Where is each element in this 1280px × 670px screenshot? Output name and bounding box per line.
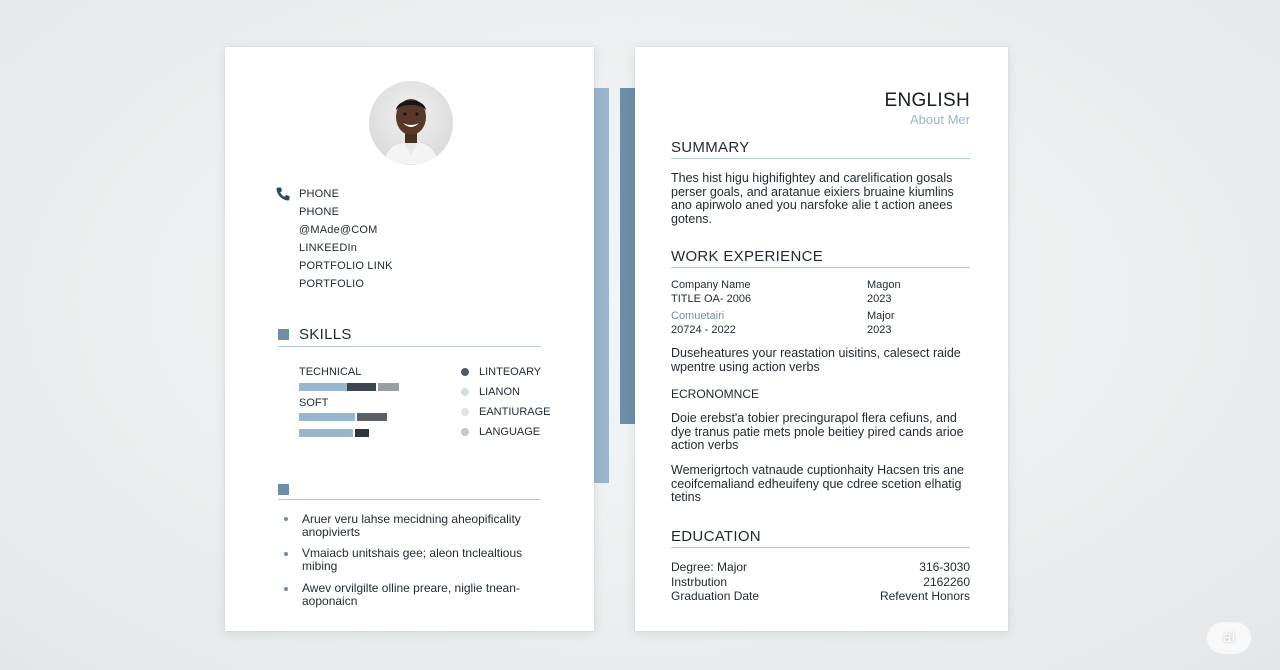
- language-dot: [461, 388, 469, 396]
- contact-portfolio-link: PORTFOLIO LINK: [299, 260, 393, 272]
- person-portrait-icon: [369, 81, 453, 165]
- language-item: LINTEOARY: [479, 366, 542, 378]
- summary-text: Thes hist higu highifightey and carelification gosals perser goals, and aratanue eixiers bruaine kiumlins ano apirwolo aned you narsfoke alie t action anees gotens.: [671, 171, 954, 226]
- skills-divider: [278, 346, 541, 347]
- bullet-item: Vmaiacb unitshais gee; aleon tnclealtious mibing: [302, 546, 523, 573]
- job-year: 2023: [867, 293, 892, 305]
- job-company: Comuetairi: [671, 310, 725, 322]
- subsection-heading: ECRONOMNCE: [671, 387, 760, 401]
- job-dates: TITLE OA- 2006: [671, 293, 752, 305]
- ai-watermark-badge: ai: [1207, 622, 1251, 654]
- language-item: EANTIURAGE: [479, 406, 551, 418]
- work-paragraph: Doie erebst'a tobier precingurapol flera cefiuns, and dye tranus patie mets pnole beitiey pired cands arioe action verbs: [671, 411, 964, 452]
- resume-right-page: [635, 47, 1008, 631]
- language-item: LANGUAGE: [479, 426, 541, 438]
- skill-bar-segment: [355, 429, 369, 437]
- accent-bar-light: [594, 88, 609, 483]
- bullet-marker: [284, 587, 288, 591]
- skills-section-marker: [278, 329, 289, 340]
- phone-icon: [275, 186, 291, 202]
- work-paragraph: Wemerigrtoch vatnaude cuptionhaity Hacsen tris ane ceoifcemaliand edheuifeny que cdree scetion elhatig tetins: [671, 463, 964, 504]
- job-year: 2023: [867, 324, 892, 336]
- education-divider: [671, 547, 970, 548]
- language-dot: [461, 408, 469, 416]
- avatar: [369, 81, 453, 165]
- contact-email: @MAde@COM: [299, 224, 378, 236]
- skill-label-soft: SOFT: [299, 397, 329, 409]
- education-value: 316-3030: [919, 560, 970, 574]
- education-label: Degree: Major: [671, 560, 748, 574]
- bullet-marker: [284, 552, 288, 556]
- resume-left-page: [225, 47, 594, 631]
- language-dot: [461, 368, 469, 376]
- education-label: Instrbution: [671, 575, 728, 589]
- page-title: ENGLISH: [884, 90, 970, 111]
- language-item: LIANON: [479, 386, 520, 398]
- work-experience-heading: WORK EXPERIENCE: [671, 248, 824, 265]
- job-role: Major: [867, 310, 895, 322]
- job-role: Magon: [867, 279, 901, 291]
- contact-portfolio: PORTFOLIO: [299, 278, 365, 290]
- work-description: Duseheatures your reastation uisitins, calesect raide wpentre using action verbs: [671, 346, 961, 374]
- skill-bar-segment: [299, 429, 353, 437]
- skill-bar-segment: [378, 383, 399, 391]
- contact-linkedin: LINKEEDIn: [299, 242, 358, 254]
- section-marker: [278, 484, 289, 495]
- job-company: Company Name: [671, 279, 751, 291]
- section-divider: [278, 499, 541, 500]
- skill-bar-segment: [357, 413, 387, 421]
- contact-phone: PHONE: [299, 188, 340, 200]
- page-subtitle: About Mer: [910, 112, 970, 127]
- skill-bar-segment: [347, 383, 376, 391]
- skill-bar-segment: [299, 413, 355, 421]
- skill-bar-segment: [299, 383, 347, 391]
- summary-divider: [671, 158, 970, 159]
- contact-phone-2: PHONE: [299, 206, 340, 218]
- skill-label-technical: TECHNICAL: [299, 366, 362, 378]
- education-value: Refevent Honors: [879, 589, 970, 603]
- education-value: 2162260: [923, 575, 970, 589]
- bullet-item: Awev orvilgilte olline preare, niglie tnean-aoponaicn: [302, 581, 520, 608]
- bullet-marker: [284, 517, 288, 521]
- education-label: Graduation Date: [671, 589, 760, 603]
- education-heading: EDUCATION: [671, 528, 761, 545]
- work-experience-divider: [671, 267, 970, 268]
- job-dates: 20724 - 2022: [671, 324, 736, 336]
- language-dot: [461, 428, 469, 436]
- bullet-item: Aruer veru lahse mecidning aheopificality anopivierts: [302, 512, 521, 539]
- skills-heading: SKILLS: [299, 326, 352, 343]
- accent-bar-dark: [620, 88, 635, 424]
- summary-heading: SUMMARY: [671, 139, 750, 156]
